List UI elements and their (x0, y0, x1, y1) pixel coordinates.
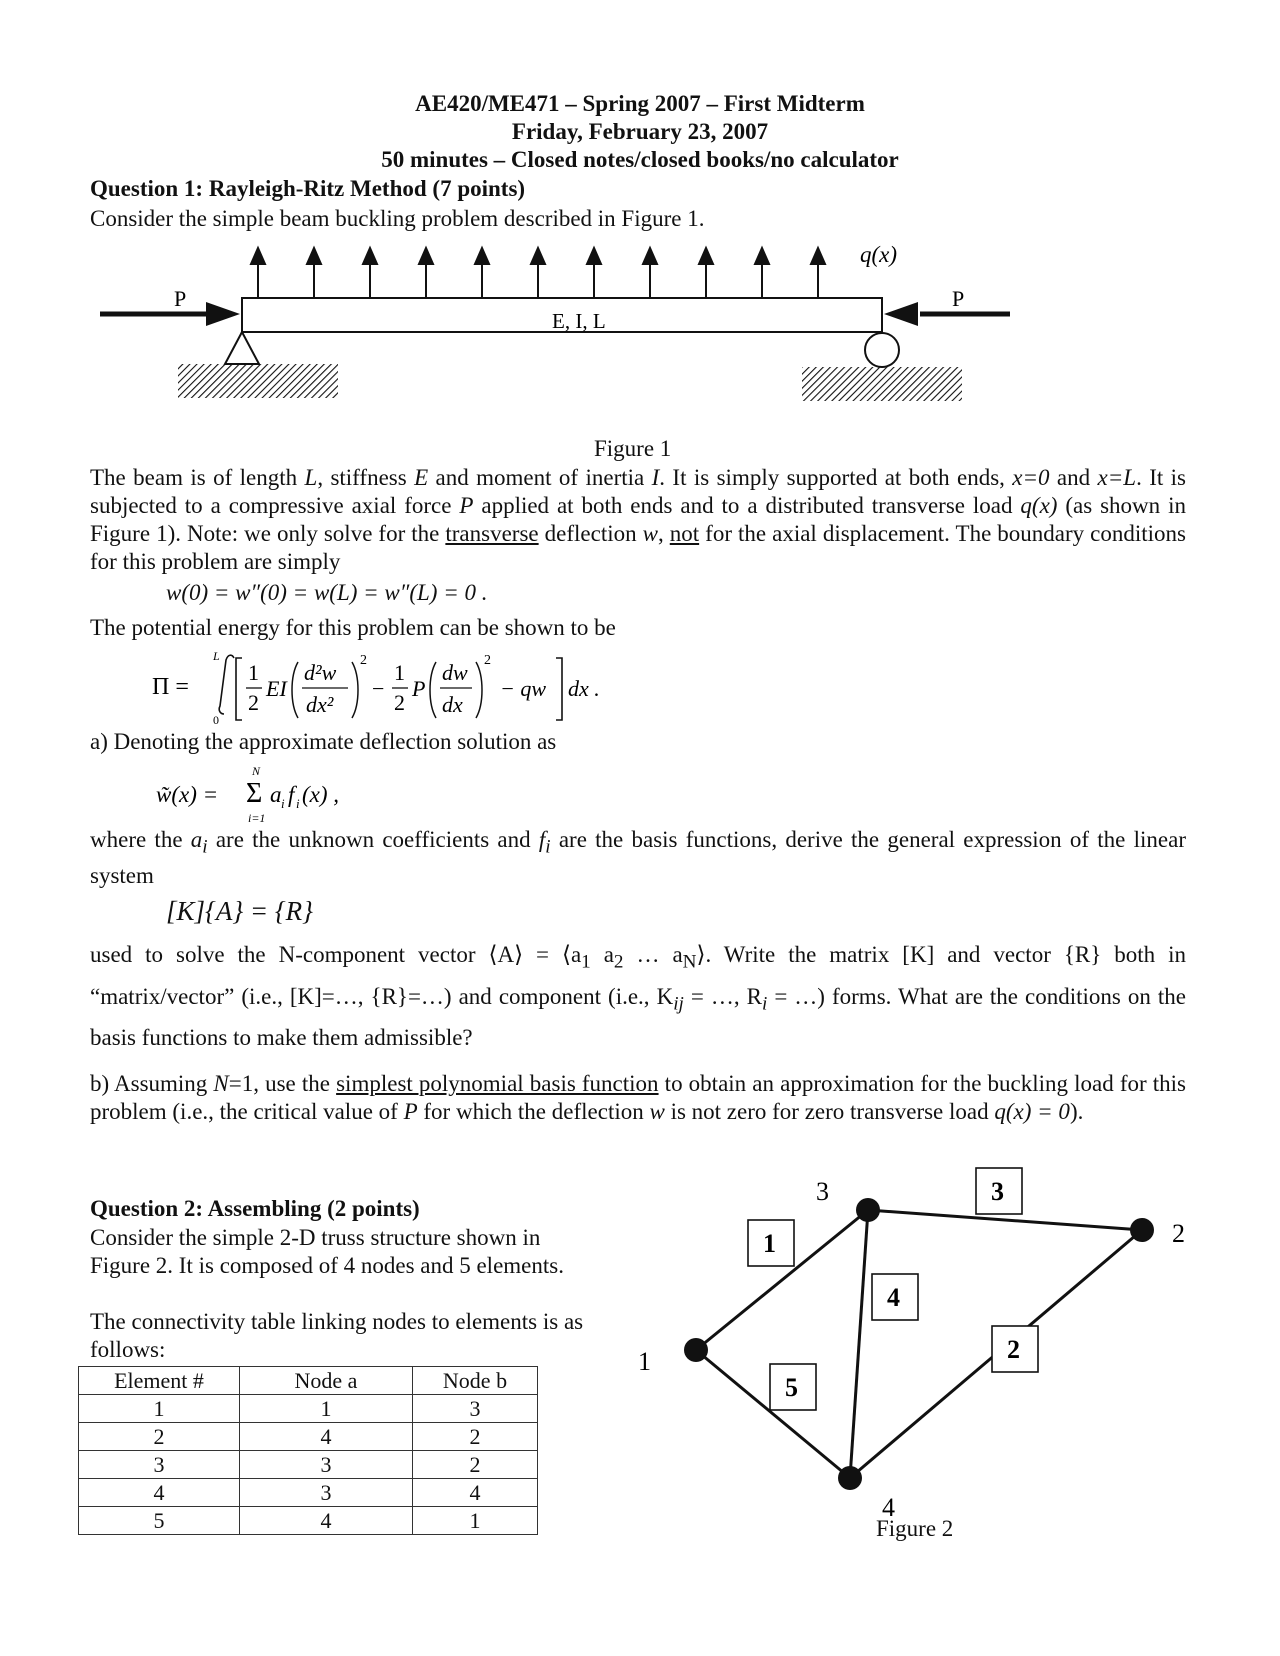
table-row (79, 1423, 538, 1451)
svg-text:2: 2 (484, 653, 491, 668)
ground-right (802, 367, 962, 401)
load-label: q(x) (860, 244, 898, 267)
figure-1-beam (90, 244, 1050, 434)
node-label-4: 4 (882, 1493, 895, 1522)
table-cell: 2 (413, 1423, 538, 1451)
svg-text:2: 2 (394, 690, 405, 715)
table-cell: 2 (413, 1451, 538, 1479)
element-label-3: 3 (991, 1177, 1004, 1206)
table-header-row (79, 1367, 538, 1395)
table-cell: 5 (79, 1507, 240, 1535)
energy-equation (150, 648, 670, 728)
node-label-1: 1 (638, 1347, 651, 1376)
svg-text:(x) ,: (x) , (302, 782, 340, 807)
element-label-4: 4 (887, 1283, 900, 1312)
linear-system: [K]{A} = {R} (166, 896, 313, 926)
svg-text:Σ: Σ (246, 778, 263, 809)
force-right-label: P (952, 286, 965, 311)
table-header: Element # (79, 1367, 240, 1395)
part-a-where: where the $a_i$ are the unknown coefficients and $f_i$ are the basis functions, derive the general expression of the linear system (90, 827, 1186, 888)
header-date: Friday, February 23, 2007 (511, 119, 769, 144)
connectivity-table (78, 1366, 538, 1535)
svg-text:2: 2 (360, 653, 367, 668)
svg-text:Π =: Π = (152, 674, 189, 700)
svg-text:i: i (296, 796, 300, 811)
svg-text:1: 1 (394, 660, 405, 685)
element-label-2: 2 (1007, 1335, 1020, 1364)
svg-text:a: a (270, 782, 282, 807)
element-4-member (850, 1210, 868, 1478)
beam-label: E, I, L (552, 309, 606, 333)
element-label-5: 5 (785, 1373, 798, 1402)
table-cell: 4 (240, 1507, 413, 1535)
svg-text:EI: EI (266, 676, 287, 701)
svg-text:0: 0 (213, 713, 219, 727)
approx-equation (150, 762, 450, 826)
svg-text:f: f (288, 782, 295, 807)
table-cell: 4 (240, 1423, 413, 1451)
node-label-2: 2 (1172, 1219, 1185, 1248)
figure-1-caption: Figure 1 (594, 436, 672, 461)
node-2 (1130, 1218, 1154, 1242)
svg-text:P: P (412, 676, 426, 701)
table-cell: 4 (79, 1479, 240, 1507)
svg-text:−: − (372, 676, 385, 701)
svg-text:L: L (213, 649, 220, 663)
table-cell: 4 (413, 1479, 538, 1507)
distributed-load-arrows (251, 248, 825, 298)
table-cell: 3 (413, 1395, 538, 1423)
table-cell: 2 (79, 1423, 240, 1451)
figure-2-caption: Figure 2 (876, 1516, 954, 1541)
svg-text:dx .: dx . (568, 676, 600, 701)
table-cell: 3 (79, 1451, 240, 1479)
header-rules: 50 minutes – Closed notes/closed books/no calculator (381, 147, 899, 172)
element-label-1: 1 (763, 1229, 776, 1258)
node-1 (684, 1338, 708, 1362)
table-row (79, 1479, 538, 1507)
q2-text-1: Consider the simple 2-D truss structure shown in Figure 2. It is composed of 4 nodes and 5 elements. (90, 1225, 564, 1278)
table-cell: 3 (240, 1479, 413, 1507)
table-header: Node b (413, 1367, 538, 1395)
figure-2-truss (620, 1160, 1200, 1540)
q1-description: The beam is of length L, stiffness E and moment of inertia I. It is simply supported at both ends, x=0 and x=L. It is subjected to a compressive axial force P applied at both ends and to a distributed transverse load q(x) (as shown in Figure 1). Note: we only solve for the transverse deflection w, not for the axial displacement. The boundary conditions for this problem are simply (90, 465, 1187, 574)
svg-text:2: 2 (248, 690, 259, 715)
ground-left (178, 364, 338, 398)
node-4 (838, 1466, 862, 1490)
svg-text:w̃(x) =: w̃(x) = (156, 782, 219, 807)
force-left-label: P (174, 286, 187, 311)
table-cell: 1 (79, 1395, 240, 1423)
node-3 (856, 1198, 880, 1222)
svg-text:dx²: dx² (306, 692, 334, 717)
table-cell: 1 (413, 1507, 538, 1535)
boundary-conditions: w(0) = w″(0) = w(L) = w″(L) = 0 . (166, 580, 488, 605)
svg-text:− qw: − qw (500, 676, 547, 701)
svg-text:1: 1 (248, 660, 259, 685)
energy-intro: The potential energy for this problem can be shown to be (90, 615, 616, 640)
table-header: Node a (240, 1367, 413, 1395)
header-course-title: AE420/ME471 – Spring 2007 – First Midterm (415, 91, 865, 116)
q1-title: Question 1: Rayleigh-Ritz Method (7 points) (90, 176, 526, 201)
pin-support (225, 332, 259, 364)
node-label-3: 3 (816, 1177, 829, 1206)
table-cell: 1 (240, 1395, 413, 1423)
svg-text:d²w: d²w (304, 660, 337, 685)
svg-text:i: i (281, 796, 285, 811)
part-a-intro: a) Denoting the approximate deflection solution as (90, 729, 557, 754)
table-row (79, 1507, 538, 1535)
svg-text:dx: dx (442, 692, 463, 717)
table-row (79, 1451, 538, 1479)
table-row (79, 1395, 538, 1423)
svg-text:N: N (252, 764, 261, 778)
part-b: b) Assuming N=1, use the simplest polynomial basis function to obtain an approximation for the buckling load for this problem (i.e., the critical value of P for which the deflection w is not zero for zero transverse load q(x) = 0). (90, 1071, 1187, 1124)
svg-text:dw: dw (442, 660, 468, 685)
roller-support (865, 333, 899, 367)
table-cell: 3 (240, 1451, 413, 1479)
part-a-task: used to solve the N-component vector ⟨A⟩ = $⟨a_1$ $a_2$ … $a_N⟩$. Write the matrix [K] and vector {R} both in “matrix/vector” (i.e., [K]=…, {R}=…) and component (i.e., $K_{ij}$ = …, $R_i$ = …) forms. What are the conditions on the basis functions to make them admissible? (90, 942, 1187, 1051)
q1-intro: Consider the simple beam buckling problem described in Figure 1. (90, 206, 705, 231)
svg-text:i=1: i=1 (248, 811, 266, 825)
q2-title: Question 2: Assembling (2 points) (90, 1196, 420, 1221)
q2-text-2: The connectivity table linking nodes to elements is as follows: (90, 1309, 584, 1362)
